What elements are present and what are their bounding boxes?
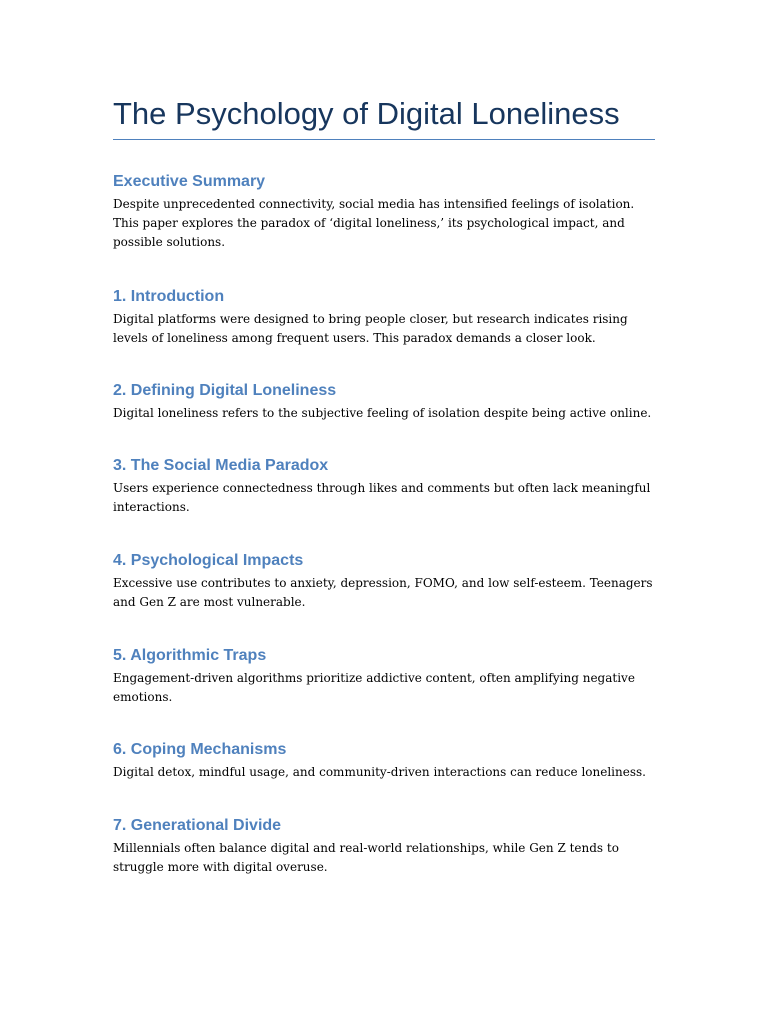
section-introduction (113, 287, 658, 348)
section-defining-digital-loneliness (113, 381, 658, 423)
section-body: Digital platforms were designed to bring people closer, but research indicates rising levels of loneliness among frequent users. This paradox demands a closer look. (113, 312, 628, 345)
section-heading: Executive Summary (113, 173, 266, 190)
section-heading: 3. The Social Media Paradox (113, 457, 329, 474)
section-body: Excessive use contributes to anxiety, depression, FOMO, and low self-esteem. Teenagers and Gen Z are most vulnerable. (113, 576, 653, 609)
section-coping-mechanisms (113, 740, 658, 782)
section-body: Digital loneliness refers to the subjective feeling of isolation despite being active online. (113, 406, 652, 420)
section-body: Digital detox, mindful usage, and community-driven interactions can reduce loneliness. (113, 765, 646, 779)
section-body: Millennials often balance digital and real-world relationships, while Gen Z tends to struggle more with digital overuse. (113, 841, 619, 874)
section-body: Engagement-driven algorithms prioritize addictive content, often amplifying negative emotions. (113, 671, 635, 704)
section-psychological-impacts (113, 551, 658, 612)
section-body: Users experience connectedness through likes and comments but often lack meaningful interactions. (113, 481, 651, 514)
section-executive-summary (113, 172, 658, 252)
section-body: Despite unprecedented connectivity, social media has intensified feelings of isolation. This paper explores the paradox of ‘digital loneliness,’ its psychological impact, and possible solutions. (113, 197, 635, 249)
section-heading: 2. Defining Digital Loneliness (113, 382, 337, 399)
section-heading: 1. Introduction (113, 288, 225, 305)
section-generational-divide (113, 816, 658, 877)
document-title: The Psychology of Digital Loneliness (113, 96, 620, 131)
section-heading: 5. Algorithmic Traps (113, 647, 267, 664)
section-heading: 7. Generational Divide (113, 817, 282, 834)
section-heading: 6. Coping Mechanisms (113, 741, 287, 758)
section-social-media-paradox (113, 456, 658, 517)
title-divider (113, 139, 655, 140)
document-page (113, 0, 658, 874)
section-algorithmic-traps (113, 646, 658, 707)
section-heading: 4. Psychological Impacts (113, 552, 304, 569)
